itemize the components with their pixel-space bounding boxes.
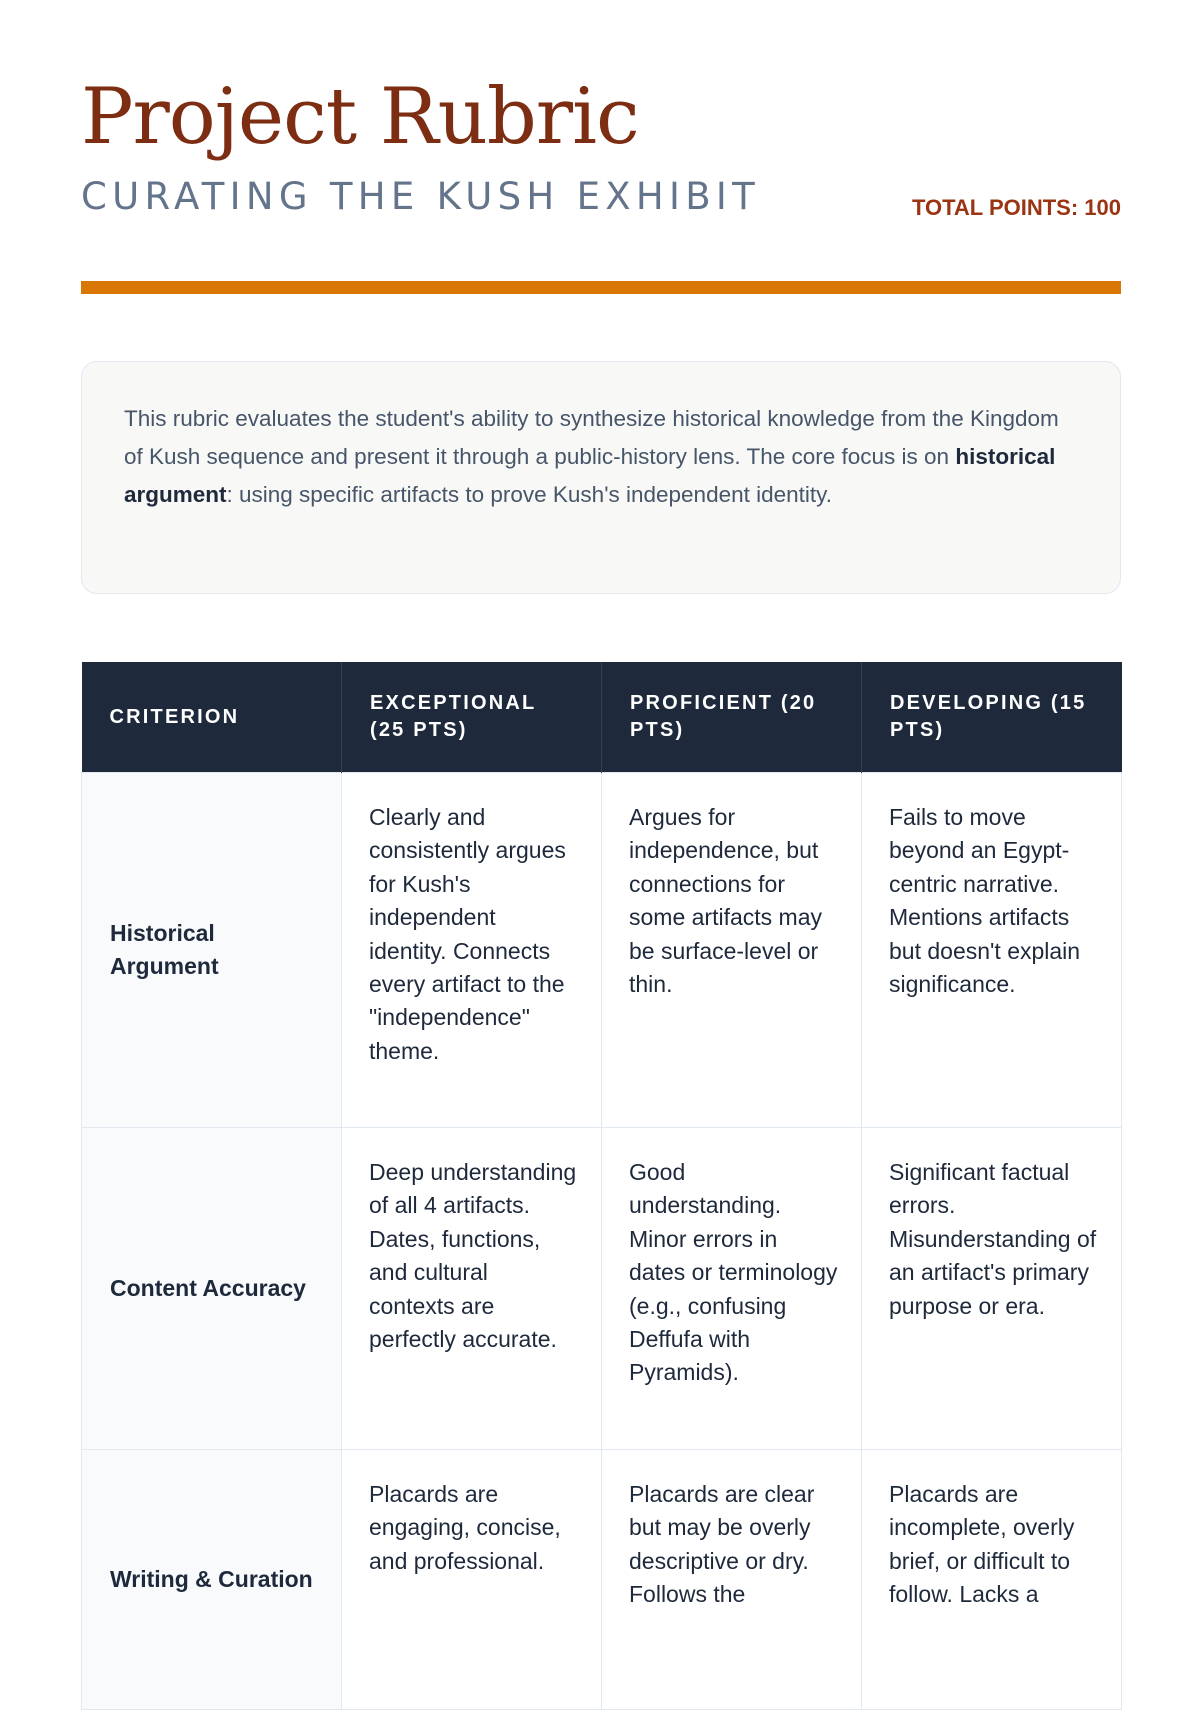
intro-paragraph: [124, 400, 1078, 514]
exceptional-cell: Deep understanding of all 4 artifacts. Dates, functions, and cultural contexts are perfectly accurate.: [342, 1128, 602, 1450]
developing-cell: Placards are incomplete, overly brief, or difficult to follow. Lacks a: [862, 1450, 1122, 1710]
intro-emphasis: historical argument: [124, 444, 1056, 507]
exceptional-cell: Clearly and consistently argues for Kush's independent identity. Connects every artifact to the "independence" theme.: [342, 773, 602, 1128]
total-points-label: TOTAL POINTS: 100: [911, 195, 1121, 220]
page-title: Project Rubric: [81, 72, 639, 162]
rubric-table: [81, 662, 1122, 1710]
intro-text-end: : using specific artifacts to prove Kush's independent identity.: [226, 482, 832, 507]
rubric-table-header: [82, 662, 1122, 773]
rubric-table-body: [82, 773, 1122, 1710]
table-row: [82, 773, 1122, 1128]
proficient-cell: Good understanding. Minor errors in dates or terminology (e.g., confusing Deffufa with Pyramids).: [602, 1128, 862, 1450]
intro-box: [81, 361, 1121, 594]
developing-cell: Significant factual errors. Misunderstanding of an artifact's primary purpose or era.: [862, 1128, 1122, 1450]
exceptional-cell: Placards are engaging, concise, and professional.: [342, 1450, 602, 1710]
criterion-cell: Historical Argument: [82, 773, 342, 1128]
proficient-cell: Argues for independence, but connections for some artifacts may be surface-level or thin.: [602, 773, 862, 1128]
developing-cell: Fails to move beyond an Egypt-centric narrative. Mentions artifacts but doesn't explain significance.: [862, 773, 1122, 1128]
header-criterion: CRITERION: [82, 662, 342, 773]
proficient-cell: Placards are clear but may be overly descriptive or dry. Follows the: [602, 1450, 862, 1710]
table-row: [82, 1450, 1122, 1710]
intro-text-start: This rubric evaluates the student's ability to synthesize historical knowledge from the Kingdom of Kush sequence and present it through a public-history lens. The core focus is on: [124, 406, 1059, 469]
accent-divider: [81, 281, 1121, 294]
criterion-cell: Content Accuracy: [82, 1128, 342, 1450]
header-row: [82, 662, 1122, 773]
header-proficient: PROFICIENT (20 PTS): [602, 662, 862, 773]
table-row: [82, 1128, 1122, 1450]
page-subtitle: CURATING THE KUSH EXHIBIT: [81, 175, 761, 218]
header-exceptional: EXCEPTIONAL (25 PTS): [342, 662, 602, 773]
header-developing: DEVELOPING (15 PTS): [862, 662, 1122, 773]
criterion-cell: Writing & Curation: [82, 1450, 342, 1710]
